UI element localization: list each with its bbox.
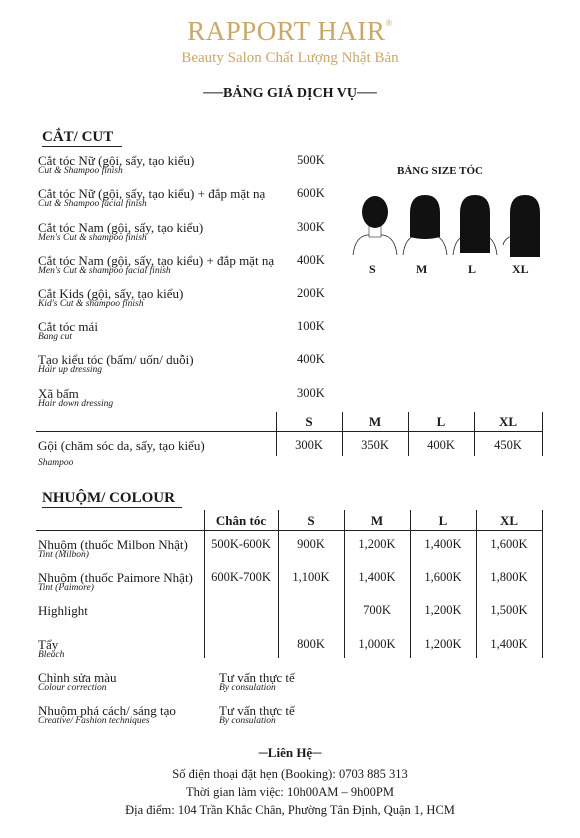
- shampoo-price-s: 300K: [295, 438, 323, 452]
- shampoo-header-divider: [36, 431, 542, 432]
- extra-value: Tư vấn thực tế: [219, 670, 295, 685]
- contact-title: ─Liên Hệ─: [258, 745, 322, 760]
- service-price: 600K: [297, 186, 325, 200]
- brand-logo: [0, 16, 580, 47]
- colour-cell: 1,400K: [424, 537, 462, 551]
- colour-row-name: Nhuộm (thuốc Milbon Nhật): [38, 537, 188, 552]
- extra-value-sub: By consulation: [219, 716, 276, 726]
- size-label-l: L: [468, 262, 477, 276]
- service-price: 400K: [297, 352, 325, 366]
- service-sub: Men's Cut & shampoo finish: [38, 233, 147, 243]
- table-divider: [542, 510, 543, 658]
- colour-row-sub: Tint (Paimore): [38, 583, 94, 593]
- colour-header-root: Chân tóc: [215, 513, 267, 528]
- colour-row-sub: Tint (Milbon): [38, 550, 89, 560]
- shampoo-header-s: S: [305, 414, 313, 429]
- extra-sub: Colour correction: [38, 683, 107, 693]
- colour-cell: 600K-700K: [211, 570, 271, 584]
- colour-header-xl: XL: [499, 513, 519, 528]
- colour-cell: 1,600K: [490, 537, 528, 551]
- registered-mark: ®: [385, 18, 393, 28]
- colour-cell: 1,200K: [424, 637, 462, 651]
- extra-name: Nhuộm phá cách/ sáng tạo: [38, 703, 176, 718]
- shampoo-sub: Shampoo: [38, 458, 74, 468]
- shampoo-price-xl: 450K: [494, 438, 522, 452]
- colour-header-s: S: [307, 513, 315, 528]
- colour-row-name: Tẩy: [38, 637, 59, 652]
- table-divider: [542, 412, 543, 456]
- price-list-heading: ──BẢNG GIÁ DỊCH VỤ──: [203, 86, 377, 101]
- extra-value: Tư vấn thực tế: [219, 703, 295, 718]
- colour-header-l: L: [438, 513, 448, 528]
- colour-cell: 1,400K: [358, 570, 396, 584]
- service-sub: Cut & Shampoo finish: [38, 166, 123, 176]
- service-price: 200K: [297, 286, 325, 300]
- shampoo-header-m: M: [368, 414, 382, 429]
- service-price: 400K: [297, 253, 325, 267]
- service-sub: Men's Cut & shampoo facial finish: [38, 266, 171, 276]
- brand-tagline: Beauty Salon Chất Lượng Nhật Bản: [181, 50, 399, 66]
- service-price: 300K: [297, 220, 325, 234]
- service-sub: Kid's Cut & shampoo finish: [38, 299, 144, 309]
- service-sub: Hair down dressing: [38, 399, 114, 409]
- hair-size-illustration: [345, 185, 545, 260]
- extra-name: Chỉnh sửa màu: [38, 670, 117, 685]
- shampoo-price-m: 350K: [361, 438, 389, 452]
- colour-row-name: Nhuộm (thuốc Paimore Nhật): [38, 570, 193, 585]
- service-name: Tạo kiểu tóc (bấm/ uốn/ duỗi): [38, 352, 194, 367]
- service-name: Xã bấm: [38, 386, 79, 401]
- service-sub: Hair up dressing: [38, 365, 103, 375]
- size-label-m: M: [416, 262, 428, 276]
- colour-cell: 1,200K: [424, 603, 462, 617]
- colour-section-title: NHUỘM/ COLOUR: [42, 489, 182, 508]
- colour-cell: 1,000K: [358, 637, 396, 651]
- colour-row-name: Highlight: [38, 603, 88, 618]
- contact-hours: Thời gian làm việc: 10h00AM – 9h00PM: [186, 785, 394, 799]
- shampoo-header-xl: XL: [498, 414, 518, 429]
- service-price: 500K: [297, 153, 325, 167]
- service-name: Cắt tóc Nam (gội, sấy, tạo kiểu): [38, 220, 204, 235]
- hair-size-l-figure: [453, 195, 497, 255]
- service-sub: Bang cut: [38, 332, 73, 342]
- colour-cell: 1,800K: [490, 570, 528, 584]
- colour-row-sub: Bleach: [38, 650, 65, 660]
- service-name: Cắt tóc Nam (gội, sấy, tạo kiểu) + đắp mặt nạ: [38, 253, 275, 268]
- size-chart-title: BẢNG SIZE TÓC: [397, 165, 483, 177]
- colour-cell: 500K-600K: [211, 537, 271, 551]
- colour-cell: 700K: [363, 603, 391, 617]
- colour-cell: 1,500K: [490, 603, 528, 617]
- hair-size-m-figure: [403, 195, 447, 255]
- extra-value-sub: By consulation: [219, 683, 276, 693]
- hair-size-s-figure: [353, 196, 397, 255]
- shampoo-header-l: L: [436, 414, 446, 429]
- service-sub: Cut & Shampoo facial finish: [38, 199, 147, 209]
- size-labels: [345, 262, 545, 276]
- service-name: Cắt tóc Nữ (gội, sấy, tạo kiểu) + đắp mặt nạ: [38, 186, 266, 201]
- service-price: 300K: [297, 386, 325, 400]
- service-name: Cắt tóc mái: [38, 319, 98, 334]
- service-price: 100K: [297, 319, 325, 333]
- colour-header-m: M: [370, 513, 384, 528]
- service-name: Cắt Kids (gội, sấy, tạo kiểu): [38, 286, 184, 301]
- colour-cell: 1,200K: [358, 537, 396, 551]
- size-label-s: S: [369, 262, 376, 276]
- colour-header-divider: [36, 530, 542, 531]
- contact-address: Địa điểm: 104 Trần Khắc Chân, Phường Tân Định, Quận 1, HCM: [125, 803, 455, 817]
- colour-cell: 1,600K: [424, 570, 462, 584]
- extra-sub: Creative/ Fashion techniques: [38, 716, 150, 726]
- service-name: Cắt tóc Nữ (gội, sấy, tạo kiểu): [38, 153, 195, 168]
- colour-cell: 1,100K: [292, 570, 330, 584]
- colour-cell: 1,400K: [490, 637, 528, 651]
- size-label-xl: XL: [512, 262, 529, 276]
- shampoo-name: Gội (chăm sóc da, sấy, tạo kiểu): [38, 438, 205, 453]
- shampoo-price-l: 400K: [427, 438, 455, 452]
- hair-size-xl-figure: [503, 195, 540, 257]
- cut-section-title: CẮT/ CUT: [42, 128, 122, 147]
- colour-cell: 800K: [297, 637, 325, 651]
- colour-cell: 900K: [297, 537, 325, 551]
- brand-name: RAPPORT HAIR: [187, 16, 386, 46]
- contact-phone: Số điện thoại đặt hẹn (Booking): 0703 885 313: [172, 767, 408, 781]
